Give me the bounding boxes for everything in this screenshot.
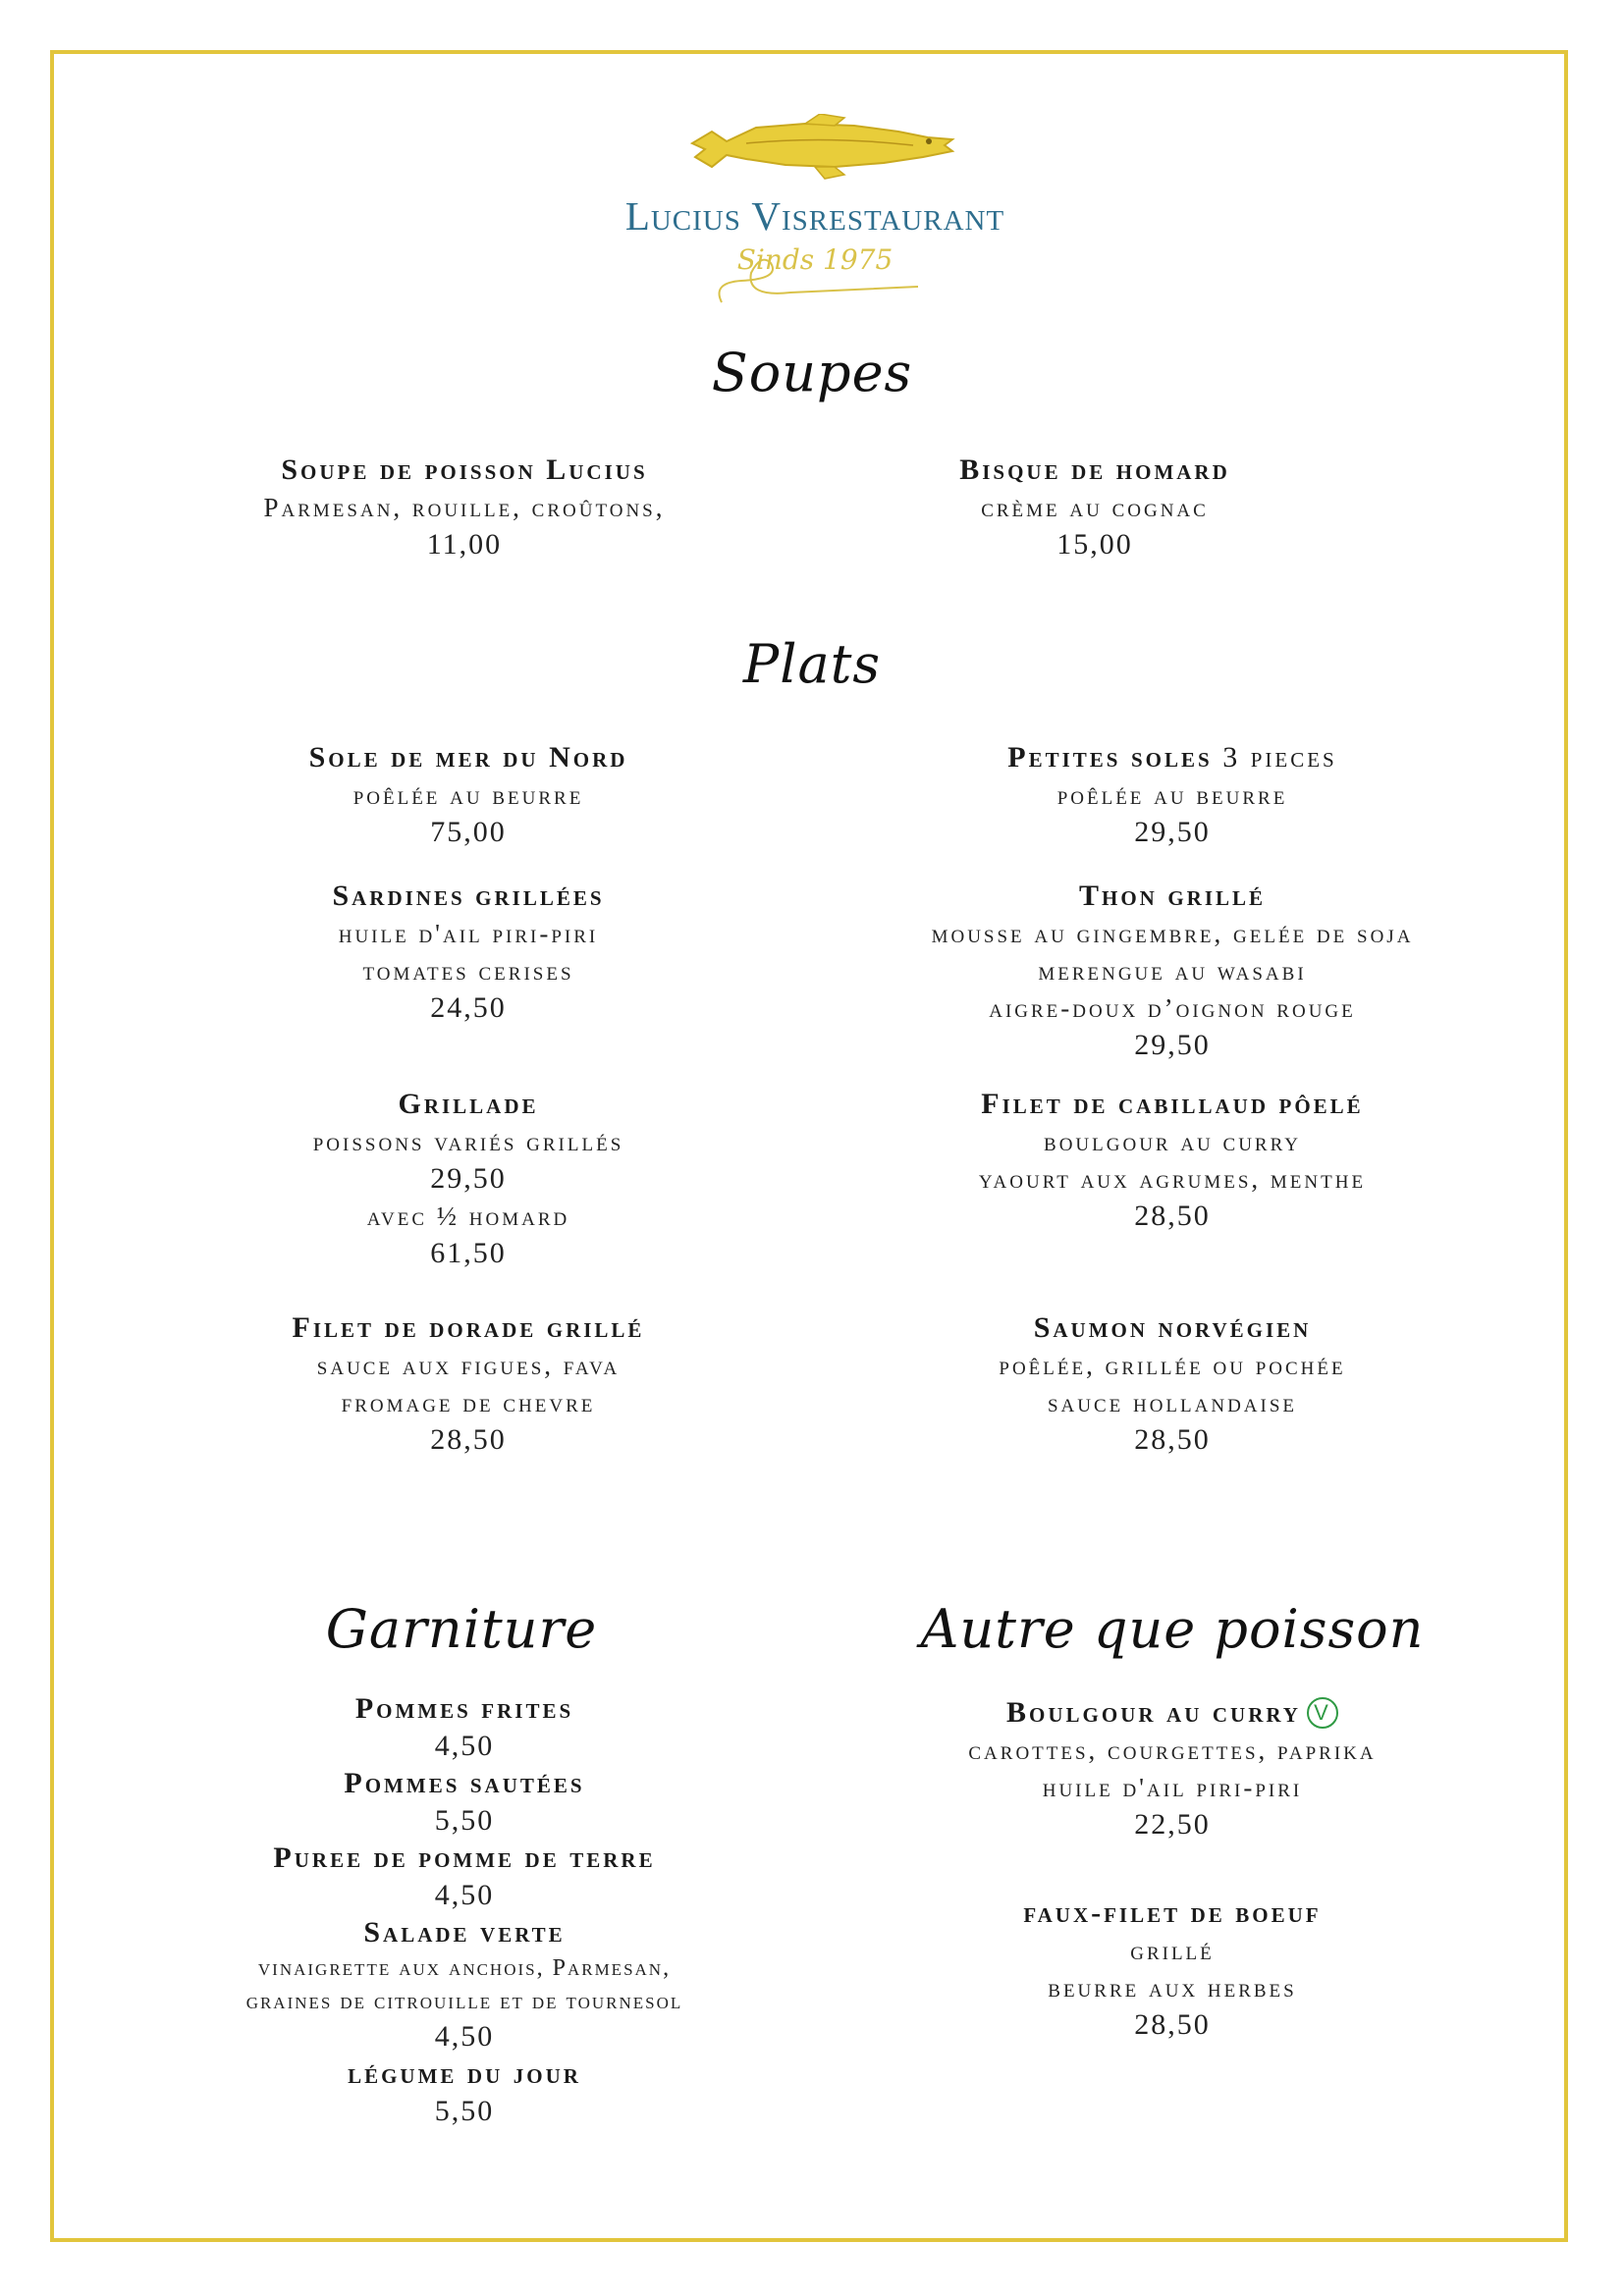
item-desc: poêlée au beurre: [352, 780, 584, 810]
item-name: Pommes sautées: [344, 1767, 585, 1799]
item-price: 28,50: [1134, 2008, 1211, 2041]
pike-fish-icon: [687, 114, 962, 183]
section-title-plats: Plats: [742, 633, 882, 695]
item-desc: carottes, courgettes, paprika: [968, 1735, 1377, 1765]
item-price: 22,50: [1134, 1808, 1211, 1841]
item-price: 28,50: [1134, 1423, 1211, 1456]
item-desc: boulgour au curry: [1044, 1127, 1301, 1156]
item-desc: yaourt aux agrumes, menthe: [978, 1164, 1367, 1194]
item-desc: huile d'ail piri-piri: [338, 919, 599, 948]
item-name: Filet de dorade grillé: [292, 1311, 645, 1344]
item-desc: tomates cerises: [362, 956, 574, 986]
item-desc: merengue au wasabi: [1038, 956, 1307, 986]
item-name: Filet de cabillaud pôelé: [981, 1088, 1364, 1120]
item-desc: vinaigrette aux anchois, Parmesan,: [257, 1955, 672, 1981]
item-price: 15,00: [1056, 528, 1133, 561]
item-price: 4,50: [434, 1879, 495, 1911]
section-title-autre: Autre que poisson: [920, 1598, 1425, 1660]
item-extra: avec ½ homard: [366, 1201, 570, 1231]
item-desc: poissons variés grillés: [312, 1127, 624, 1156]
menu-item: [154, 1309, 783, 1459]
menu-item: [150, 452, 779, 563]
item-price: 5,50: [434, 2095, 495, 2127]
item-name: Grillade: [398, 1088, 539, 1120]
vegetarian-icon: V: [1307, 1697, 1338, 1729]
item-name: Sole de mer du Nord: [308, 741, 628, 774]
item-desc: fromage de chevre: [341, 1388, 596, 1417]
item-name: Sardines grillées: [332, 880, 605, 912]
item-name: Salade verte: [363, 1916, 566, 1949]
item-price: 4,50: [434, 1730, 495, 1762]
item-price: 75,00: [430, 816, 507, 848]
item-name: faux-filet de boeuf: [1023, 1896, 1322, 1929]
restaurant-logo: [550, 106, 1080, 312]
item-name: [858, 1694, 1487, 1732]
item-name: Pommes frites: [354, 1692, 574, 1725]
item-price: 28,50: [1134, 1200, 1211, 1232]
item-price: 28,50: [430, 1423, 507, 1456]
item-desc: huile d'ail piri-piri: [1042, 1773, 1303, 1802]
item-desc: poêlée au beurre: [1056, 780, 1288, 810]
item-price: 11,00: [426, 528, 503, 561]
item-desc: grillé: [1130, 1936, 1215, 1965]
item-desc: crème au cognac: [981, 493, 1209, 522]
item-price: 5,50: [434, 1804, 495, 1837]
item-extra-price: 61,50: [430, 1237, 507, 1269]
item-desc: graines de citrouille et de tournesol: [245, 1989, 683, 2014]
menu-item: [858, 1086, 1487, 1235]
item-name: Thon grillé: [1078, 880, 1267, 912]
item-name: Puree de pomme de terre: [273, 1842, 656, 1874]
menu-item: [858, 1895, 1487, 2044]
item-desc: Parmesan, rouille, croûtons,: [263, 493, 666, 522]
item-name: Saumon norvégien: [1033, 1311, 1312, 1344]
item-price: 29,50: [430, 1162, 507, 1195]
item-price: 29,50: [1134, 816, 1211, 848]
menu-item: [154, 1086, 783, 1272]
item-desc: beurre aux herbes: [1048, 1973, 1297, 2002]
menu-item: [154, 878, 783, 1027]
since-tagline: Sinds 1975: [736, 243, 893, 276]
menu-item: [154, 739, 783, 851]
menu-item: [858, 878, 1487, 1064]
item-desc: sauce hollandaise: [1047, 1388, 1298, 1417]
menu-item: [858, 1309, 1487, 1459]
item-desc: poêlée, grillée ou pochée: [999, 1351, 1346, 1380]
item-name: légume du jour: [348, 2057, 581, 2090]
item-price: 4,50: [434, 2020, 495, 2053]
section-title-soupes: Soupes: [711, 342, 913, 403]
item-name-text: Petites soles: [1007, 741, 1213, 774]
item-name-text: Boulgour au curry: [1006, 1696, 1301, 1729]
item-desc: aigre-doux d’oignon rouge: [989, 993, 1356, 1023]
item-name-suffix: 3 pieces: [1222, 741, 1337, 774]
item-desc: sauce aux figues, fava: [316, 1351, 621, 1380]
menu-item: [150, 1690, 779, 2130]
item-price: 24,50: [430, 991, 507, 1024]
menu-item: [781, 452, 1409, 563]
item-name: Soupe de poisson Lucius: [281, 454, 648, 486]
item-price: 29,50: [1134, 1029, 1211, 1061]
item-name: Bisque de homard: [959, 454, 1230, 486]
item-name: [858, 739, 1487, 776]
section-title-garniture: Garniture: [325, 1598, 598, 1660]
menu-item: [858, 739, 1487, 851]
menu-item: [858, 1694, 1487, 1843]
brand-name: Lucius Visrestaurant: [624, 193, 1005, 239]
item-desc: mousse au gingembre, gelée de soja: [931, 919, 1414, 948]
